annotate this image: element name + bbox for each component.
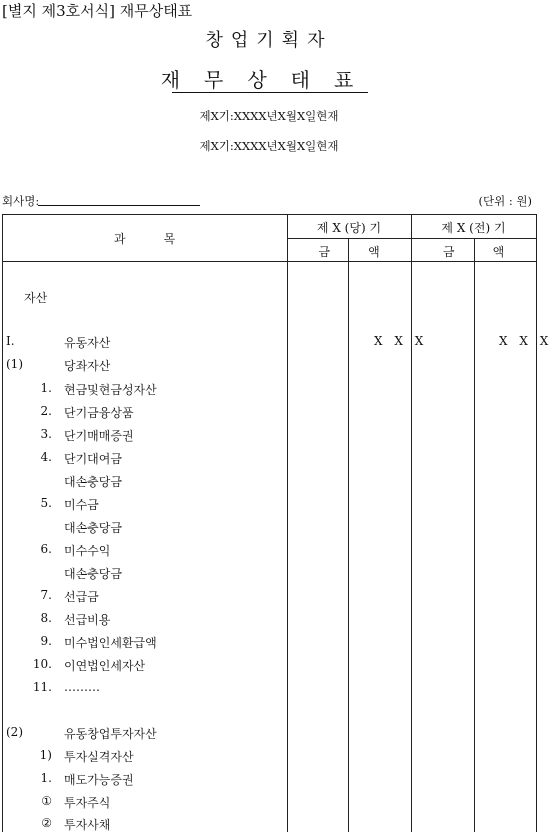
row-label: 매도가능증권 [64,773,134,787]
amount-previous: X X X [499,334,552,348]
unit-label: (단위 : 원) [478,194,532,208]
row-label: 유동자산 [64,336,111,350]
row-label: ……… [64,680,100,694]
table-right-border [536,214,537,832]
company-type-heading: 창업기획자 [205,30,333,51]
table-top-border [2,214,536,215]
col-divider-previous [411,214,412,832]
row-number: 1. [40,771,52,785]
row-number: 6. [40,542,52,556]
col-divider-current-inner [348,238,349,832]
col-divider-current [287,214,288,832]
row-number: ② [41,816,52,830]
previous-period-header: 제 X (전) 기 [441,221,506,235]
row-label: 자산 [24,291,48,305]
row-number: 8. [40,611,52,625]
row-label: 당좌자산 [64,359,111,373]
row-number: (1) [6,357,23,371]
period-current: 제X기:XXXX년X월X일현재 [199,109,339,123]
row-number: 1. [40,381,52,395]
row-label: 투자실격자산 [64,750,134,764]
current-period-header: 제 X (당) 기 [316,221,382,235]
row-label: 선급금 [64,590,99,604]
row-number: ① [41,794,52,808]
row-number: 4. [40,450,52,464]
row-number: 2. [40,404,52,418]
row-label: 단기대여금 [64,452,122,466]
row-label: 유동창업투자자산 [64,727,157,741]
col-divider-previous-inner [474,238,475,832]
row-label: 미수수익 [64,544,111,558]
row-number: 7. [40,588,52,602]
row-label: 대손충당금 [64,521,122,535]
item-header: 과 목 [113,232,176,246]
row-label: 투자주식 [64,796,111,810]
row-number: 3. [40,427,52,441]
form-label: [별지 제3호서식] 재무상태표 [2,2,193,20]
row-number: 1) [39,748,52,762]
period-previous: 제X기:XXXX년X월X일현재 [199,139,339,153]
row-label: 단기매매증권 [64,429,134,443]
row-number: 11. [32,680,52,694]
amount-header-current: 금 액 [318,245,380,259]
row-number: Ⅰ. [6,334,15,348]
title-underline [172,92,368,93]
row-number: 10. [32,657,52,671]
company-name-label: 회사명: [2,194,40,208]
row-label: 대손충당금 [64,475,122,489]
row-label: 단기금융상품 [64,406,134,420]
row-label: 미수금 [64,498,99,512]
row-label: 대손충당금 [64,567,122,581]
document-title: 재무상태표 [160,68,378,92]
row-number: 5. [40,496,52,510]
company-name-field [38,205,200,206]
row-label: 투자사채 [64,818,111,832]
row-number: 9. [40,634,52,648]
row-label: 이연법인세자산 [64,659,146,673]
header-bottom-border [2,261,536,262]
amount-header-previous: 금 액 [442,245,505,259]
row-label: 현금및현금성자산 [64,383,157,397]
row-number: (2) [6,725,23,739]
table-left-border [2,214,3,832]
amount-current: X X X [374,334,428,348]
row-label: 미수법인세환급액 [64,636,157,650]
row-label: 선급비용 [64,613,111,627]
